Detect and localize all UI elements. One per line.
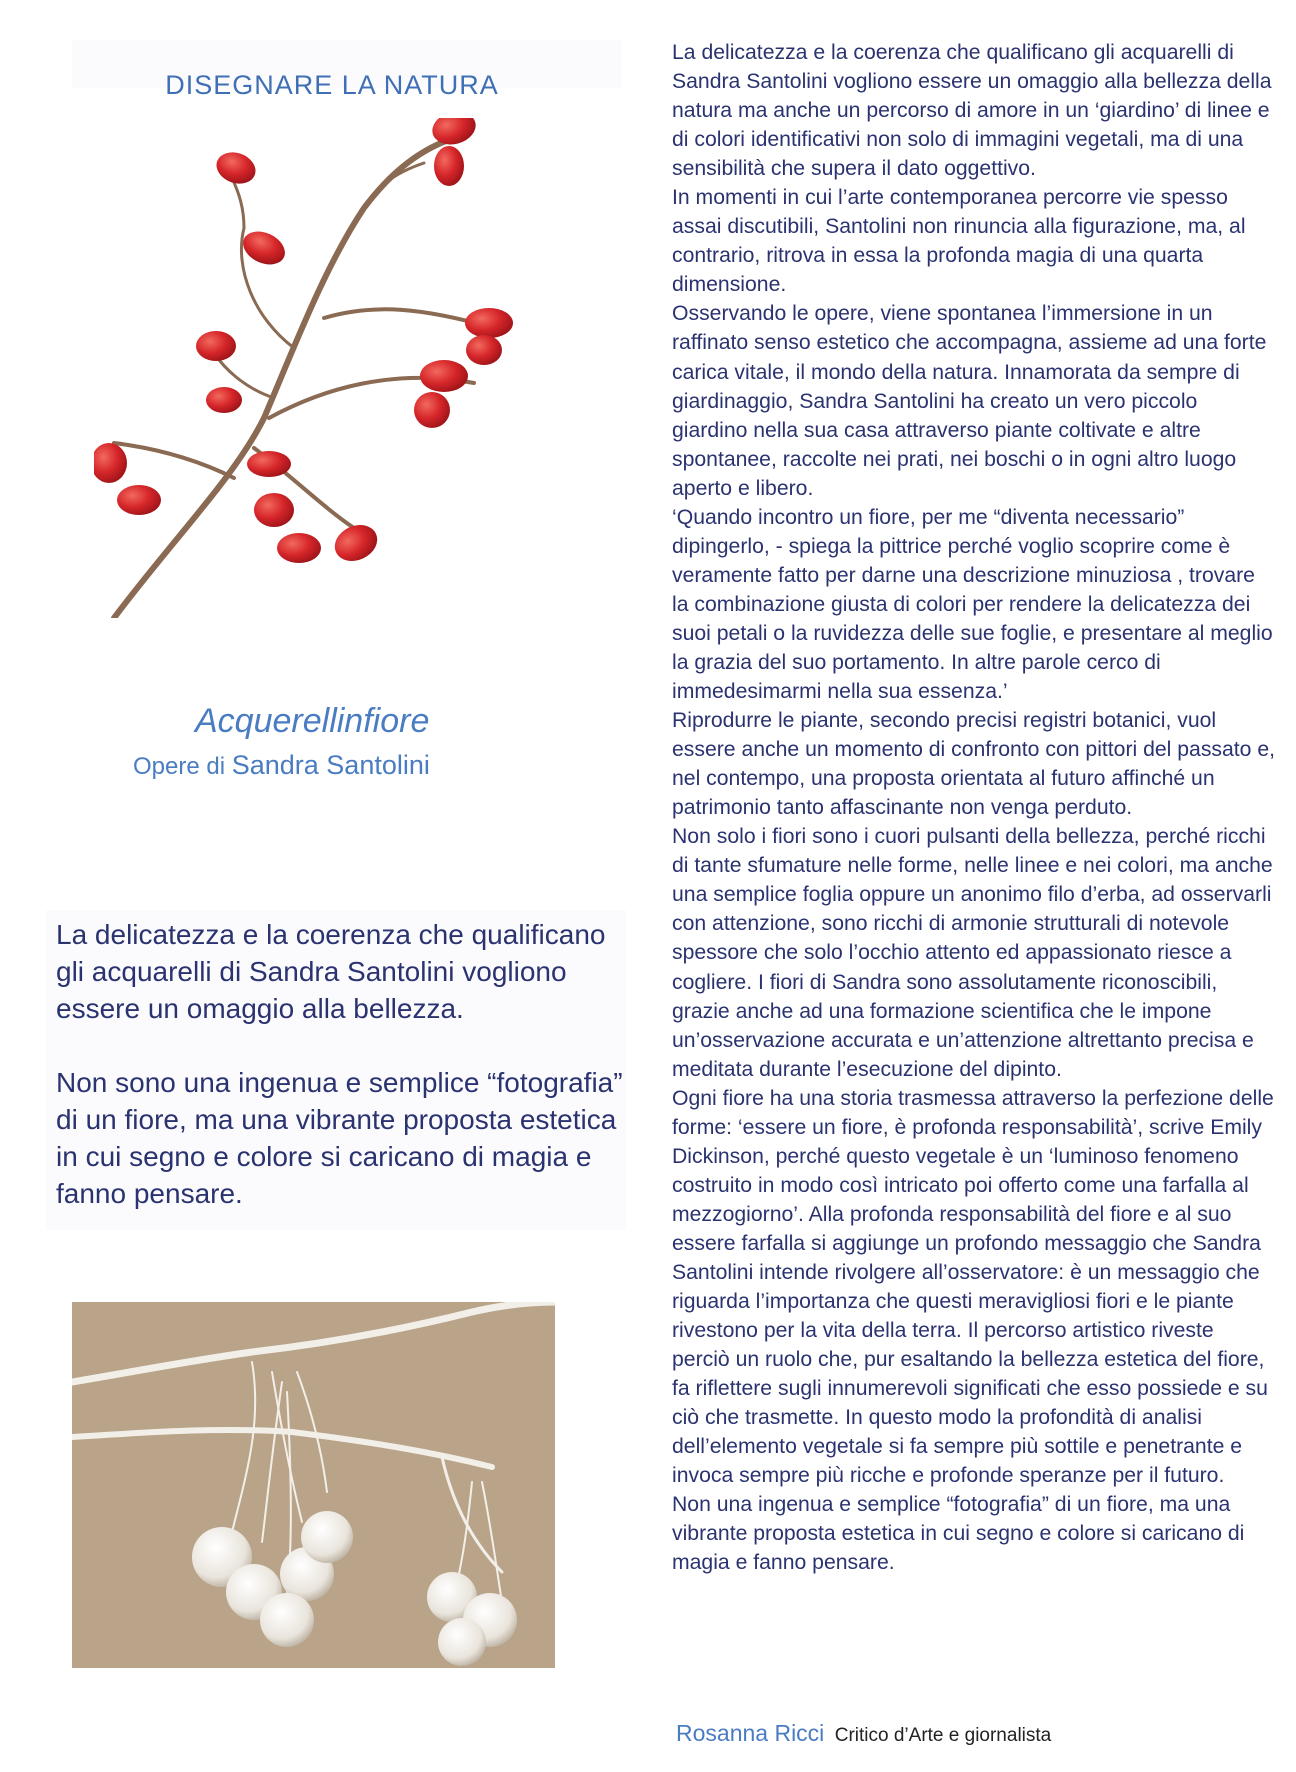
article-paragraph: ‘Quando incontro un fiore, per me “diventa necessario” dipingerlo, - spiega la pittrice perché voglio scoprire come è veramente fatto per darne una descrizione minuziosa , trovare la combinazione giusta di colori per rendere la delicatezza dei suoi petali o la ruvidezza delle sue foglie, e presentare al meglio la grazia del suo portamento. In altre parole cerco di immedesimarmi nella sua essenza.’ — [672, 505, 1273, 704]
quote-paragraph: Non sono una ingenua e semplice “fotografia” di un fiore, ma una vibrante proposta estetica in cui segno e colore si caricano di magia e fanno pensare. — [56, 1067, 623, 1209]
article-paragraph: In momenti in cui l’arte contemporanea percorre vie spesso assai discutibili, Santolini non rinuncia alla figurazione, ma, al contrario, ritrova in essa la profonda magia di una quarta dimensione. — [672, 186, 1246, 297]
rose-hip-watercolor — [94, 118, 599, 618]
article-paragraph: Osservando le opere, viene spontanea l’immersione in un raffinato senso estetico che accompagna, assieme ad una forte carica vitale, il mondo della natura. Innamorata da sempre di giardinaggio, Sandra Santolini ha creato un vero piccolo giardino nella sua casa attraverso piante coltivate e altre spontanee, raccolte nei prati, nei boschi o in ogni altro luogo aperto e libero. — [672, 302, 1267, 500]
subtitle-prefix: Opere di — [133, 753, 226, 780]
article-paragraph: Non una ingenua e semplice “fotografia” di un fiore, ma una vibrante proposta estetica in cui segno e colore si caricano di magia e fanno pensare. — [672, 1493, 1245, 1575]
berry-cluster — [94, 118, 513, 568]
author-role: Critico d’Arte e giornalista — [834, 1725, 1052, 1746]
page-title: DISEGNARE LA NATURA — [165, 70, 499, 100]
exhibition-subtitle — [133, 750, 430, 781]
exhibition-title: Acquerellinfiore — [195, 702, 430, 740]
quote-paragraph: La delicatezza e la coerenza che qualificano gli acquarelli di Sandra Santolini vogliono essere un omaggio alla bellezza. — [56, 919, 606, 1024]
article-paragraph: Ogni fiore ha una storia trasmessa attraverso la perfezione delle forme: ‘essere un fiore, è profonda responsabilità’, scrive Emily Dickinson, perché questo vegetale è un ‘luminoso fenomeno costruito in modo così intricato poi offerto come una farfalla al mezzogiorno’. Alla profonda responsabilità del fiore e al suo essere farfalla si aggiunge un profondo messaggio che Sandra Santolini intende rivolgere all’osservatore: è un messaggio che riguarda l’importanza che questi meravigliosi fiori e le piante rivestono per la vita della terra. Il percorso artistico riveste perciò un ruolo che, pur esaltando la bellezza estetica del fiore, fa riflettere sugli innumerevoli significati che esso possiede e su ciò che trasmette. In questo modo la profondità di analisi dell’elemento vegetale si fa sempre più sottile e penetrante e invoca sempre più ricche e profonde speranze per il futuro. — [672, 1086, 1274, 1488]
article-paragraph: Non solo i fiori sono i cuori pulsanti della bellezza, perché ricchi di tante sfumature nelle forme, nelle linee e nei colori, ma anche una semplice foglia oppure un anonimo filo d’erba, ad osservarli con attenzione, sono ricchi di armonie strutturali di notevole spessore che solo l’occhio attento ed appassionato riesce a cogliere. I fiori di Sandra sono assolutamente riconoscibili, grazie anche ad una formazione scientifica che le impone un’osservazione accurata e un’attenzione altrettanto precisa e meditata durante l’esecuzione del dipinto. — [672, 825, 1273, 1081]
article-body — [672, 38, 1276, 1577]
author-name: Rosanna Ricci — [676, 1720, 825, 1746]
white-berries-drawing — [72, 1302, 555, 1668]
artist-name: Sandra Santolini — [231, 750, 430, 780]
header-box — [72, 40, 622, 100]
article-paragraph: Riprodurre le piante, secondo precisi registri botanici, vuol essere anche un momento di confronto con pittori del passato e, nel contempo, una proposta orientata al futuro affinché un patrimonio tanto affascinante non venga perduto. — [672, 709, 1276, 820]
article-paragraph: La delicatezza e la coerenza che qualificano gli acquarelli di Sandra Santolini vogliono essere un omaggio alla bellezza della natura ma anche un percorso di amore in un ‘giardino’ di linee e di colori identificativi non solo di immagini vegetali, ma di una sensibilità che supera il dato oggettivo. — [672, 41, 1272, 181]
author-signature — [676, 1720, 1051, 1747]
pull-quote — [46, 910, 626, 1230]
